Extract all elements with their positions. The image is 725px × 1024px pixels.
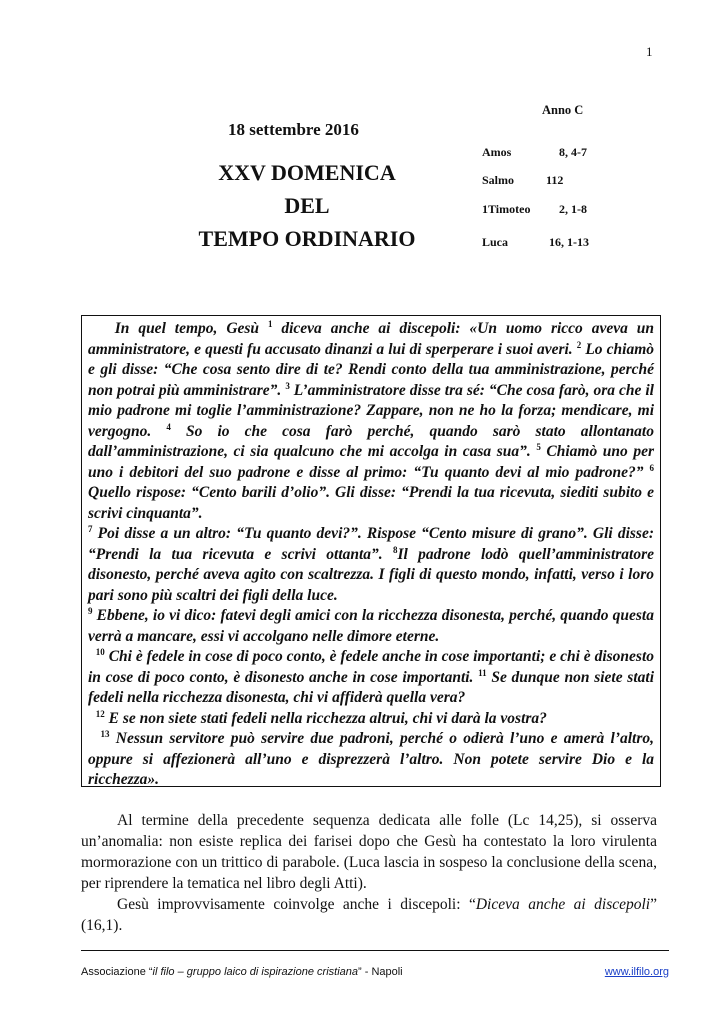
reading-ref: 112 [546,173,564,187]
verse-text: Nessun servitore può servire due padroni, perché o odierà l’uno e amerà l’altro, oppure si affezionerà all’uno e disprezzerà l’altro. Non potete servire Dio e la ricchezza». [88,730,654,788]
verse-text: Se dunque non siete stati fedeli nella ricchezza disonesta, chi vi affiderà quella vera? [88,668,654,706]
liturgical-year: Anno C [542,103,584,117]
website-link[interactable]: www.ilfilo.org [604,966,669,978]
reading-ref: 16, 1-13 [549,235,589,249]
title-line-2: DEL [284,193,330,218]
reading-book: Amos [482,145,512,159]
footer-suffix: ” - Napoli [358,966,403,978]
gospel-intro: In quel tempo, Gesù [114,320,268,337]
verse-text: Il padrone lodò quell’amministratore disonesto, perché aveva agito con scaltrezza. I figli di questo mondo, infatti, verso i loro pari sono più scaltri dei figli della luce. [88,545,654,604]
commentary-text-end: ” (16,1). [81,896,657,934]
commentary-paragraph [81,894,657,936]
verse-number: 9 [88,606,93,616]
footer-org-name: il filo – gruppo laico di ispirazione cristiana [152,966,358,978]
verse-text: Ebbene, io vi dico: fatevi degli amici con la ricchezza disonesta, perché, quando questa verrà a mancare, essi vi accolgano nelle dimore eterne. [88,607,654,645]
footer-divider [81,950,669,951]
reading-ref: 2, 1-8 [559,202,587,216]
verse-number: 11 [478,667,487,678]
verse-text: Chiamò uno per uno i debitori del suo padrone e disse al primo: “Tu quanto devi al mio padrone?” [88,443,654,481]
gospel-passage-box [81,315,661,787]
verse-number: 7 [88,524,93,534]
reading-book: 1Timoteo [482,202,531,216]
verse-text: L’amministratore disse tra sé: “Che cosa farò, ora che il mio padrone mi toglie l’amministrazione? Zappare, non ne ho la forza; mendicare, mi vergogno. [88,381,654,440]
reading-item [482,235,589,250]
verse-number: 4 [166,421,171,432]
verse-text: Quello rispose: “Cento barili d’olio”. Gli disse: “Prendi la tua ricevuta, siediti subito e scrivi cinquanta”. [88,484,654,522]
reading-book: Salmo [482,173,515,187]
commentary-quote: Diceva anche ai discepoli [475,896,651,913]
reading-ref: 8, 4-7 [559,145,587,159]
page-number: 1 [646,44,653,59]
reading-book: Luca [482,235,509,249]
verse-text: Chi è fedele in cose di poco conto, è fedele anche in cose importanti; e chi è disonesto in cose di poco conto, è disonesto anche in cose importanti. [88,648,655,686]
verse-number: 6 [649,462,654,473]
commentary-text-start: Gesù improvvisamente coinvolge anche i discepoli: “ [117,896,476,913]
verse-number: 10 [95,647,105,657]
verse-text: Lo chiamò e gli disse: “Che cosa sento dire di te? Rendi conto della tua amministrazione, perché non potrai più amministrare”. [88,340,654,399]
title-line-3: TEMPO ORDINARIO [198,226,416,251]
verse-number: 2 [576,339,582,350]
verse-number: 3 [285,380,290,391]
commentary-paragraph: Al termine della precedente sequenza dedicata alle folle (Lc 14,25), si osserva un’anomalia: non esiste replica dei farisei dopo che Gesù ha contestato la loro virulenta mormorazione con un trittico di parabole. (Luca lascia in sospeso la conclusione della scena, per riprendere la tematica nel libro degli Atti). [81,812,657,892]
gospel-text [88,319,654,791]
footer-prefix: Associazione “ [81,966,153,978]
verse-text: E se non siete stati fedeli nella ricchezza altrui, chi vi darà la vostra? [104,709,547,727]
verse-text: So io che cosa farò perché, quando sarò stato allontanato dall’amministrazione, ci sia qualcuno che mi accolga in casa sua”. [88,422,654,460]
verse-number: 8 [392,544,398,555]
verse-number: 12 [95,708,105,719]
verse-text: Poi disse a un altro: “Tu quanto devi?”. Rispose “Cento misure di grano”. Gli disse: “Prendi la tua ricevuta e scrivi ottanta”. [88,525,654,563]
verse-number: 1 [267,319,273,329]
page-footer [81,966,669,982]
page-title [178,156,436,255]
reading-item [482,173,564,188]
reading-item [482,145,587,160]
verse-text: diceva anche ai discepoli: «Un uomo ricco aveva un amministratore, e questi fu accusato dinanzi a lui di sperperare i suoi averi. [88,320,655,358]
verse-number: 5 [536,442,541,452]
footer-association [81,966,403,978]
commentary-text [81,810,657,936]
title-line-1: XXV DOMENICA [218,160,396,185]
liturgy-date: 18 settembre 2016 [228,120,359,139]
reading-item [482,202,587,217]
verse-number: 13 [100,729,110,739]
